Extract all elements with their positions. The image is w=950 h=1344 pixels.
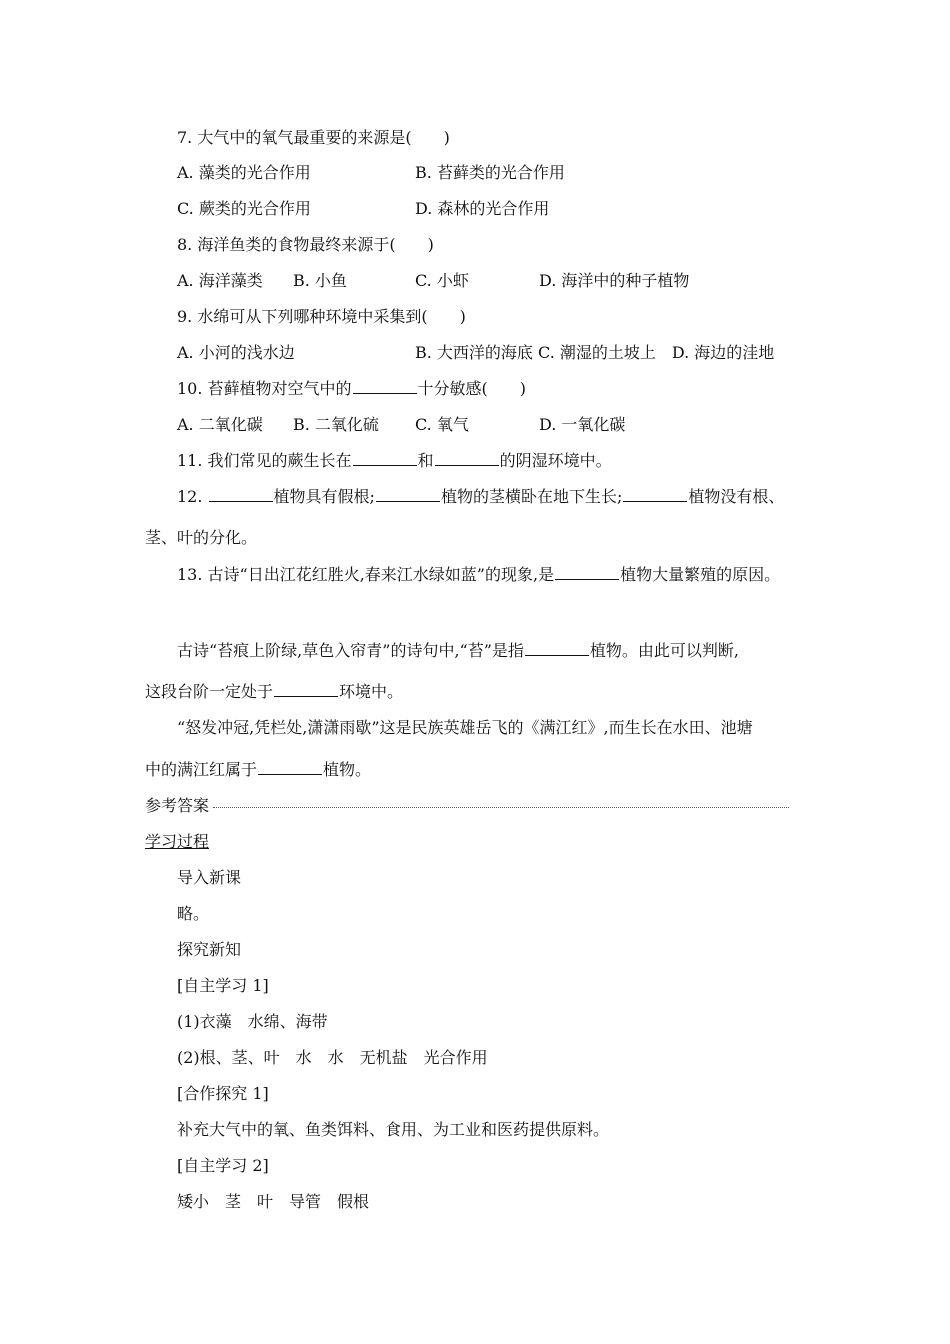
question-8-option-d: D. 海洋中的种子植物 xyxy=(539,271,690,290)
question-10-stem-before: 10. 苔藓植物对空气中的 xyxy=(177,379,352,398)
poem-question-1-line1 xyxy=(177,640,739,662)
poem-question-2-line1: “怒发冲冠,凭栏处,潇潇雨歇”这是民族英雄岳飞的《满江红》,而生长在水田、池塘 xyxy=(177,718,753,737)
question-13-part2: 植物大量繁殖的原因。 xyxy=(620,565,781,584)
question-10-option-b: B. 二氧化硫 xyxy=(293,415,379,434)
answer-blank xyxy=(353,451,417,466)
poem-question-1-part2: 植物。由此可以判断, xyxy=(589,641,739,660)
question-7-option-d: D. 森林的光合作用 xyxy=(415,199,550,218)
question-8-stem: 8. 海洋鱼类的食物最终来源于( ) xyxy=(177,235,434,254)
question-12-part1: 12. xyxy=(177,487,208,506)
answer-line: [合作探究 1] xyxy=(177,1084,269,1103)
question-12-part2: 植物具有假根; xyxy=(273,487,375,506)
poem-question-2-line2-part1: 中的满江红属于 xyxy=(145,760,258,779)
answer-line: 导入新课 xyxy=(177,868,242,887)
question-9-options-bcd: B. 大西洋的海底 C. 潮湿的土坡上 D. 海边的洼地 xyxy=(415,343,775,362)
answer-blank xyxy=(274,682,338,697)
dotted-divider xyxy=(213,807,789,808)
question-9-option-a: A. 小河的浅水边 xyxy=(177,343,295,362)
answers-title: 参考答案 xyxy=(145,796,210,815)
question-7-option-c: C. 蕨类的光合作用 xyxy=(177,199,311,218)
question-8-option-b: B. 小鱼 xyxy=(293,271,347,290)
answer-line: [自主学习 2] xyxy=(177,1156,269,1175)
question-10-option-c: C. 氧气 xyxy=(415,415,469,434)
question-13-part1: 13. 古诗“日出江花红胜火,春来江水绿如蓝”的现象,是 xyxy=(177,565,555,584)
question-12-part3: 植物的茎横卧在地下生长; xyxy=(440,487,623,506)
question-11 xyxy=(177,450,612,472)
answer-blank xyxy=(376,487,440,502)
answer-blank xyxy=(353,379,417,394)
answer-blank xyxy=(435,451,499,466)
question-8-option-a: A. 海洋藻类 xyxy=(177,271,263,290)
question-12-part4: 植物没有根、 xyxy=(688,487,785,506)
poem-question-1-line2 xyxy=(145,681,403,703)
question-10-stem xyxy=(177,378,526,400)
poem-question-2-line2 xyxy=(145,759,371,781)
section-heading: 学习过程 xyxy=(145,832,210,851)
answer-blank xyxy=(525,641,589,656)
answer-line: (2)根、茎、叶 水 水 无机盐 光合作用 xyxy=(177,1048,488,1067)
question-7-stem: 7. 大气中的氧气最重要的来源是( ) xyxy=(177,128,450,147)
poem-question-2-line2-part2: 植物。 xyxy=(323,760,372,779)
question-11-part1: 11. 我们常见的蕨生长在 xyxy=(177,451,352,470)
question-12-line1 xyxy=(177,486,784,508)
answer-line: 探究新知 xyxy=(177,940,242,959)
question-9-stem: 9. 水绵可从下列哪种环境中采集到( ) xyxy=(177,307,466,326)
answer-blank xyxy=(258,760,322,775)
question-7-option-b: B. 苔藓类的光合作用 xyxy=(415,163,565,182)
answer-line: [自主学习 1] xyxy=(177,976,269,995)
question-8-option-c: C. 小虾 xyxy=(415,271,469,290)
answer-blank xyxy=(555,565,619,580)
question-13 xyxy=(177,564,780,586)
poem-question-1-part1: 古诗“苔痕上阶绿,草色入帘青”的诗句中,“苔”是指 xyxy=(177,641,524,660)
question-7-option-a: A. 藻类的光合作用 xyxy=(177,163,311,182)
question-11-part2: 和 xyxy=(417,451,434,470)
answer-line: 补充大气中的氧、鱼类饵料、食用、为工业和医药提供原料。 xyxy=(177,1120,610,1139)
answer-line: (1)衣藻 水绵、海带 xyxy=(177,1012,328,1031)
answer-blank xyxy=(623,487,687,502)
poem-question-1-line2-part2: 环境中。 xyxy=(339,682,404,701)
answer-line: 矮小 茎 叶 导管 假根 xyxy=(177,1192,370,1211)
question-10-option-a: A. 二氧化碳 xyxy=(177,415,263,434)
question-10-option-d: D. 一氧化碳 xyxy=(539,415,626,434)
answer-blank xyxy=(209,487,273,502)
question-11-part3: 的阴湿环境中。 xyxy=(499,451,612,470)
question-12-line2: 茎、叶的分化。 xyxy=(145,528,258,547)
poem-question-1-line2-part1: 这段台阶一定处于 xyxy=(145,682,274,701)
question-10-stem-after: 十分敏感( ) xyxy=(417,379,527,398)
answer-line: 略。 xyxy=(177,904,210,923)
